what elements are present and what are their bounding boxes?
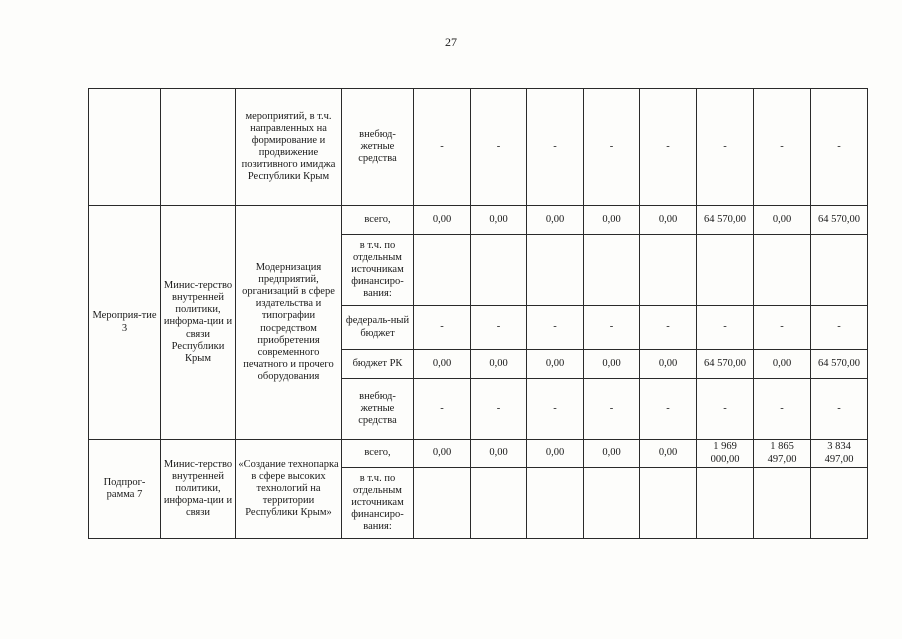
value-cell: - xyxy=(697,306,754,350)
value-cell xyxy=(811,468,868,539)
event-number-cell: Мероприя-тие 3 xyxy=(89,206,161,440)
funding-source-cell: федераль-ный бюджет xyxy=(342,306,414,350)
executor-cell: Минис-терство внутренней политики, информа-ции и связи xyxy=(161,440,236,539)
funding-source-cell: в т.ч. по отдельным источникам финансиро-вания: xyxy=(342,235,414,306)
value-cell: 0,00 xyxy=(640,206,697,235)
value-cell: 0,00 xyxy=(754,206,811,235)
value-cell: 0,00 xyxy=(640,350,697,379)
value-cell: 3 834 497,00 xyxy=(811,440,868,468)
value-cell xyxy=(640,235,697,306)
value-cell xyxy=(527,468,584,539)
value-cell: 0,00 xyxy=(527,440,584,468)
value-cell: 64 570,00 xyxy=(697,206,754,235)
value-cell: 0,00 xyxy=(414,350,471,379)
value-cell: 0,00 xyxy=(414,440,471,468)
value-cell xyxy=(584,468,640,539)
executor-cell xyxy=(161,89,236,206)
subprogram-description-cell: «Создание технопарка в сфере высоких технологий на территории Республики Крым» xyxy=(236,440,342,539)
value-cell xyxy=(754,235,811,306)
value-cell: 64 570,00 xyxy=(697,350,754,379)
value-cell: - xyxy=(471,379,527,440)
value-cell xyxy=(811,235,868,306)
value-cell xyxy=(471,468,527,539)
budget-table xyxy=(88,88,868,539)
value-cell: - xyxy=(471,306,527,350)
value-cell: 0,00 xyxy=(754,350,811,379)
value-cell: - xyxy=(811,306,868,350)
value-cell: 1 865 497,00 xyxy=(754,440,811,468)
value-cell: - xyxy=(754,379,811,440)
value-cell xyxy=(527,235,584,306)
value-cell: - xyxy=(584,306,640,350)
value-cell xyxy=(471,235,527,306)
value-cell: - xyxy=(527,306,584,350)
value-cell xyxy=(584,235,640,306)
value-cell: 0,00 xyxy=(527,206,584,235)
value-cell xyxy=(640,468,697,539)
funding-source-cell: в т.ч. по отдельным источникам финансиро-вания: xyxy=(342,468,414,539)
value-cell: 0,00 xyxy=(640,440,697,468)
value-cell: 0,00 xyxy=(471,440,527,468)
value-cell: 0,00 xyxy=(584,350,640,379)
event-description-cell: мероприятий, в т.ч. направленных на формирование и продвижение позитивного имиджа Республики Крым xyxy=(236,89,342,206)
value-cell: 0,00 xyxy=(471,206,527,235)
event-number-cell xyxy=(89,89,161,206)
funding-source-cell: бюджет РК xyxy=(342,350,414,379)
value-cell: - xyxy=(811,89,868,206)
value-cell: - xyxy=(754,306,811,350)
funding-source-cell: всего, xyxy=(342,206,414,235)
executor-cell: Минис-терство внутренней политики, информа-ции и связи Республики Крым xyxy=(161,206,236,440)
table-row xyxy=(89,206,868,235)
funding-source-cell: внебюд-жетные средства xyxy=(342,89,414,206)
value-cell: 64 570,00 xyxy=(811,206,868,235)
value-cell: 0,00 xyxy=(414,206,471,235)
value-cell: - xyxy=(811,379,868,440)
value-cell: 0,00 xyxy=(584,206,640,235)
value-cell xyxy=(697,468,754,539)
value-cell: - xyxy=(697,379,754,440)
value-cell: - xyxy=(697,89,754,206)
table-row xyxy=(89,89,868,206)
page-number: 27 xyxy=(445,35,457,49)
value-cell: - xyxy=(527,379,584,440)
value-cell: - xyxy=(640,306,697,350)
value-cell: - xyxy=(414,379,471,440)
event-description-cell: Модернизация предприятий, организаций в сфере издательства и типографии посредством приобретения современного печатного и прочего оборудования xyxy=(236,206,342,440)
value-cell: - xyxy=(414,89,471,206)
value-cell: - xyxy=(640,379,697,440)
value-cell xyxy=(414,468,471,539)
value-cell xyxy=(754,468,811,539)
value-cell: - xyxy=(640,89,697,206)
value-cell: 64 570,00 xyxy=(811,350,868,379)
value-cell: - xyxy=(754,89,811,206)
funding-source-cell: внебюд-жетные средства xyxy=(342,379,414,440)
value-cell xyxy=(414,235,471,306)
value-cell: 1 969 000,00 xyxy=(697,440,754,468)
value-cell: - xyxy=(471,89,527,206)
value-cell: 0,00 xyxy=(527,350,584,379)
value-cell: - xyxy=(414,306,471,350)
value-cell: 0,00 xyxy=(471,350,527,379)
subprogram-number-cell: Подпрог-рамма 7 xyxy=(89,440,161,539)
funding-source-cell: всего, xyxy=(342,440,414,468)
value-cell: 0,00 xyxy=(584,440,640,468)
table-row xyxy=(89,440,868,468)
value-cell: - xyxy=(584,379,640,440)
value-cell: - xyxy=(527,89,584,206)
value-cell xyxy=(697,235,754,306)
value-cell: - xyxy=(584,89,640,206)
